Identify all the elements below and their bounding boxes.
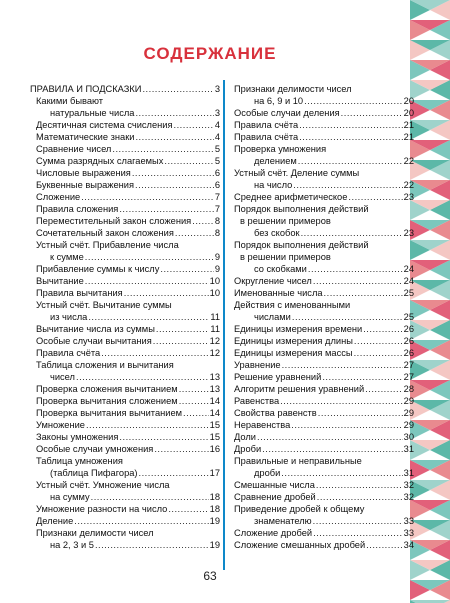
toc-entry-page: 6 <box>214 180 220 190</box>
dot-leader <box>174 119 214 131</box>
dot-leader <box>95 539 209 551</box>
toc-entry <box>234 359 414 371</box>
toc-entry-page: 7 <box>214 204 220 214</box>
toc-entry-title: Единицы измерения длины <box>234 336 353 346</box>
toc-entry-page: 27 <box>403 360 414 370</box>
dot-leader <box>179 395 209 407</box>
dot-leader <box>154 443 208 455</box>
dot-leader <box>183 407 209 419</box>
toc-entry <box>234 131 414 143</box>
toc-entry <box>234 503 414 515</box>
toc-entry-title: ПРАВИЛА И ПОДСКАЗКИ <box>30 84 142 94</box>
toc-entry-title: Проверка умножения <box>234 144 327 154</box>
toc-entry <box>234 467 414 479</box>
toc-entry-title: Умножение разности на число <box>36 504 168 514</box>
toc-entry-title: (таблица Пифагора) <box>50 468 138 478</box>
toc-entry <box>234 215 414 227</box>
toc-entry-title: Устный счёт. Деление суммы <box>234 168 360 178</box>
dot-leader <box>301 227 403 239</box>
dot-leader <box>119 431 208 443</box>
toc-entry-title: Единицы измерения массы <box>234 348 353 358</box>
toc-entry-title: Законы умножения <box>36 432 119 442</box>
toc-entry-title: Сложение <box>36 192 81 202</box>
toc-entry-title: из числа <box>50 312 88 322</box>
toc-entry <box>234 311 414 323</box>
toc-entry-title: Смешанные числа <box>234 480 315 490</box>
dot-leader <box>324 287 403 299</box>
dot-leader <box>281 467 402 479</box>
toc-entry-page: 15 <box>209 432 220 442</box>
toc-entry <box>30 167 220 179</box>
dot-leader <box>354 347 403 359</box>
toc-entry-title: Числовые выражения <box>36 168 131 178</box>
toc-entry <box>234 395 414 407</box>
dot-leader <box>81 191 214 203</box>
toc-entry-page: 4 <box>214 120 220 130</box>
toc-entry <box>30 239 220 251</box>
toc-entry <box>30 527 220 539</box>
dot-leader <box>262 443 403 455</box>
dot-leader <box>365 383 403 395</box>
toc-entry <box>30 491 220 503</box>
toc-entry-title: Сравнение чисел <box>36 144 112 154</box>
dot-leader <box>280 395 403 407</box>
toc-entry-title: Переместительный закон сложения <box>36 216 192 226</box>
toc-entry-page: 22 <box>403 156 414 166</box>
toc-entry <box>234 407 414 419</box>
toc-entry-title: на сумму <box>50 492 90 502</box>
toc-entry-title: Сравнение дробей <box>234 492 316 502</box>
dot-leader <box>322 371 402 383</box>
toc-entry-title: в решении примеров <box>240 216 331 226</box>
toc-entry <box>30 119 220 131</box>
toc-entry <box>234 539 414 551</box>
toc-entry <box>30 155 220 167</box>
toc-entry-page: 14 <box>209 408 220 418</box>
toc-entry-title: Правильные и неправильные <box>234 456 362 466</box>
toc-entry-title: Математические знаки <box>36 132 135 142</box>
toc-entry-title: Умножение <box>36 420 85 430</box>
toc-entry <box>30 455 220 467</box>
contents-title: СОДЕРЖАНИЕ <box>143 44 277 63</box>
toc-entry <box>234 431 414 443</box>
toc-entry-title: со скобками <box>254 264 307 274</box>
toc-entry-page: 32 <box>403 480 414 490</box>
dot-leader <box>313 275 403 287</box>
dot-leader <box>291 419 402 431</box>
toc-entry <box>30 263 220 275</box>
dot-leader <box>179 383 209 395</box>
toc-entry <box>234 443 414 455</box>
toc-entry-page: 6 <box>214 168 220 178</box>
dot-leader <box>139 467 209 479</box>
toc-entry-title: Единицы измерения времени <box>234 324 363 334</box>
toc-entry-title: Свойства равенств <box>234 408 317 418</box>
toc-entry-page: 26 <box>403 348 414 358</box>
dot-leader <box>298 155 403 167</box>
toc-entry-title: Правила счёта <box>234 132 299 142</box>
toc-entry <box>234 239 414 251</box>
toc-entry <box>30 479 220 491</box>
dot-leader <box>153 335 209 347</box>
toc-entry-page: 24 <box>403 276 414 286</box>
toc-entry-title: Сочетательный закон сложения <box>36 228 174 238</box>
toc-entry-page: 10 <box>209 288 220 298</box>
toc-entry-title: Правила счёта <box>36 348 101 358</box>
toc-entry <box>30 95 220 107</box>
toc-entry-page: 29 <box>403 408 414 418</box>
toc-entry-page: 15 <box>209 420 220 430</box>
toc-entry-title: Вычитание <box>36 276 84 286</box>
toc-entry-page: 25 <box>403 312 414 322</box>
toc-entry-page: 27 <box>403 372 414 382</box>
toc-entry <box>234 155 414 167</box>
toc-entry-title: Особые случаи умножения <box>36 444 154 454</box>
toc-entry-title: Сумма разрядных слагаемых <box>36 156 164 166</box>
toc-entry <box>234 263 414 275</box>
toc-entry <box>30 311 220 323</box>
toc-entry <box>234 299 414 311</box>
toc-entry-page: 13 <box>209 384 220 394</box>
toc-entry <box>30 383 220 395</box>
dot-leader <box>348 191 402 203</box>
toc-entry-page: 28 <box>403 384 414 394</box>
dot-leader <box>299 119 402 131</box>
toc-entry-title: Прибавление суммы к числу <box>36 264 160 274</box>
dot-leader <box>168 503 208 515</box>
contents-left-column <box>30 83 220 551</box>
dot-leader <box>354 335 403 347</box>
dot-leader <box>292 311 403 323</box>
toc-entry-page: 8 <box>214 216 220 226</box>
toc-entry-title: Проверка вычитания вычитанием <box>36 408 183 418</box>
toc-entry-title: Именованные числа <box>234 288 323 298</box>
toc-entry-title: Особые случаи деления <box>234 108 340 118</box>
toc-entry <box>30 395 220 407</box>
toc-entry-page: 9 <box>214 252 220 262</box>
toc-entry-title: Сложение смешанных дробей <box>234 540 366 550</box>
toc-entry-page: 12 <box>209 336 220 346</box>
toc-entry <box>30 191 220 203</box>
toc-entry-title: Неравенства <box>234 420 291 430</box>
toc-entry <box>234 83 414 95</box>
toc-entry <box>30 215 220 227</box>
toc-entry-title: Какими бывают <box>36 96 104 106</box>
toc-entry-title: Таблица умножения <box>36 456 123 466</box>
toc-entry-page: 33 <box>403 528 414 538</box>
toc-entry-title: Приведение дробей к общему <box>234 504 365 514</box>
toc-entry-title: Среднее арифметическое <box>234 192 348 202</box>
toc-entry-page: 30 <box>403 432 414 442</box>
toc-entry <box>234 455 414 467</box>
dot-leader <box>308 263 403 275</box>
toc-entry-page: 8 <box>214 228 220 238</box>
toc-entry-title: Устный счёт. Умножение числа <box>36 480 170 490</box>
toc-entry-page: 23 <box>403 228 414 238</box>
toc-entry-page: 21 <box>403 120 414 130</box>
toc-entry <box>234 491 414 503</box>
toc-entry-page: 33 <box>403 516 414 526</box>
toc-entry-page: 19 <box>209 540 220 550</box>
toc-entry-title: Равенства <box>234 396 280 406</box>
toc-entry-title: Устный счёт. Прибавление числа <box>36 240 179 250</box>
toc-entry <box>234 227 414 239</box>
toc-entry-title: чисел <box>50 372 75 382</box>
toc-entry-title: Порядок выполнения действий <box>234 204 369 214</box>
dot-leader <box>85 251 214 263</box>
toc-entry <box>234 167 414 179</box>
dot-leader <box>313 527 403 539</box>
toc-entry <box>234 527 414 539</box>
toc-entry <box>234 383 414 395</box>
column-divider <box>223 80 225 570</box>
page-number: 63 <box>203 569 217 583</box>
dot-leader <box>316 479 403 491</box>
toc-entry <box>30 203 220 215</box>
toc-entry <box>30 131 220 143</box>
toc-entry-page: 17 <box>209 468 220 478</box>
toc-entry-title: натуральные числа <box>50 108 135 118</box>
toc-entry <box>234 515 414 527</box>
toc-entry <box>30 275 220 287</box>
toc-entry-title: Сложение дробей <box>234 528 313 538</box>
toc-entry <box>234 95 414 107</box>
toc-entry <box>30 335 220 347</box>
toc-entry <box>30 467 220 479</box>
toc-entry <box>234 371 414 383</box>
toc-entry <box>30 347 220 359</box>
toc-entry <box>30 503 220 515</box>
toc-entry-page: 29 <box>403 396 414 406</box>
toc-entry-title: дроби <box>254 468 281 478</box>
toc-entry-page: 10 <box>209 276 220 286</box>
toc-entry-title: на число <box>254 180 293 190</box>
toc-entry-page: 11 <box>210 324 220 334</box>
toc-entry-title: Доли <box>234 432 256 442</box>
toc-entry-title: без скобок <box>254 228 300 238</box>
toc-entry-title: Округление чисел <box>234 276 312 286</box>
toc-entry-page: 23 <box>403 192 414 202</box>
toc-entry-page: 7 <box>214 192 220 202</box>
toc-entry-title: Проверка сложения вычитанием <box>36 384 178 394</box>
dot-leader <box>88 311 209 323</box>
toc-entry-title: Решение уравнений <box>234 372 322 382</box>
toc-entry-title: Деление <box>36 516 74 526</box>
toc-entry-page: 26 <box>403 324 414 334</box>
decorative-triangle-border <box>410 0 450 603</box>
toc-entry-title: Буквенные выражения <box>36 180 135 190</box>
toc-entry <box>30 407 220 419</box>
toc-entry-page: 22 <box>403 180 414 190</box>
dot-leader <box>156 323 209 335</box>
dot-leader <box>74 515 208 527</box>
dot-leader <box>257 431 403 443</box>
toc-entry-page: 5 <box>214 156 220 166</box>
toc-entry-page: 31 <box>403 468 414 478</box>
dot-leader <box>341 107 403 119</box>
toc-entry <box>234 143 414 155</box>
toc-entry-page: 34 <box>403 540 414 550</box>
toc-entry-page: 18 <box>209 504 220 514</box>
dot-leader <box>119 203 213 215</box>
toc-entry-page: 3 <box>214 108 220 118</box>
toc-entry <box>234 419 414 431</box>
toc-entry-page: 20 <box>403 108 414 118</box>
toc-entry-page: 24 <box>403 264 414 274</box>
toc-entry <box>234 335 414 347</box>
toc-entry-page: 21 <box>403 132 414 142</box>
toc-entry <box>30 287 220 299</box>
toc-entry-title: Десятичная система счисления <box>36 120 173 130</box>
toc-entry-title: Порядок выполнения действий <box>234 240 369 250</box>
toc-entry-title: Правила счёта <box>234 120 299 130</box>
toc-entry-page: 3 <box>214 84 220 94</box>
toc-entry <box>30 179 220 191</box>
toc-entry-page: 29 <box>403 420 414 430</box>
dot-leader <box>175 227 214 239</box>
toc-entry-page: 11 <box>210 312 220 322</box>
toc-entry <box>30 323 220 335</box>
toc-entry-page: 12 <box>209 348 220 358</box>
dot-leader <box>101 347 208 359</box>
toc-entry-title: Вычитание числа из суммы <box>36 324 155 334</box>
dot-leader <box>164 155 213 167</box>
dot-leader <box>135 179 214 191</box>
dot-leader <box>135 107 213 119</box>
toc-entry-page: 14 <box>209 396 220 406</box>
toc-entry-title: к сумме <box>50 252 84 262</box>
toc-entry <box>234 479 414 491</box>
toc-entry <box>30 431 220 443</box>
toc-entry-page: 16 <box>209 444 220 454</box>
toc-entry <box>30 539 220 551</box>
dot-leader <box>313 515 403 527</box>
toc-entry-page: 25 <box>403 288 414 298</box>
dot-leader <box>124 287 209 299</box>
dot-leader <box>304 95 403 107</box>
toc-entry <box>30 299 220 311</box>
dot-leader <box>112 143 213 155</box>
contents-right-column <box>234 83 414 551</box>
toc-entry-page: 5 <box>214 144 220 154</box>
toc-entry-page: 20 <box>403 96 414 106</box>
toc-entry-title: знаменателю <box>254 516 312 526</box>
toc-entry-title: Уравнение <box>234 360 281 370</box>
toc-entry-title: Дроби <box>234 444 262 454</box>
dot-leader <box>192 215 214 227</box>
toc-entry-page: 4 <box>214 132 220 142</box>
toc-entry-page: 26 <box>403 336 414 346</box>
toc-entry-title: Признаки делимости чисел <box>36 528 154 538</box>
toc-entry-page: 31 <box>403 444 414 454</box>
toc-entry-page: 32 <box>403 492 414 502</box>
toc-entry-title: на 6, 9 и 10 <box>254 96 304 106</box>
toc-entry-page: 9 <box>214 264 220 274</box>
toc-entry <box>30 251 220 263</box>
toc-entry <box>234 191 414 203</box>
dot-leader <box>132 167 214 179</box>
toc-entry-title: Признаки делимости чисел <box>234 84 352 94</box>
toc-entry-page: 18 <box>209 492 220 502</box>
toc-entry <box>234 107 414 119</box>
dot-leader <box>86 419 209 431</box>
toc-entry <box>234 179 414 191</box>
toc-entry <box>234 323 414 335</box>
toc-entry-title: Проверка вычитания сложением <box>36 396 178 406</box>
dot-leader <box>363 323 402 335</box>
dot-leader <box>135 131 213 143</box>
dot-leader <box>282 359 403 371</box>
toc-entry-title: Правила сложения <box>36 204 119 214</box>
toc-entry <box>234 275 414 287</box>
dot-leader <box>160 263 213 275</box>
toc-entry-title: делением <box>254 156 297 166</box>
toc-entry <box>30 107 220 119</box>
toc-entry-title: Таблица сложения и вычитания <box>36 360 174 370</box>
toc-entry <box>30 515 220 527</box>
toc-entry-title: Правила вычитания <box>36 288 123 298</box>
toc-entry <box>30 371 220 383</box>
toc-entry-title: на 2, 3 и 5 <box>50 540 94 550</box>
toc-entry <box>30 419 220 431</box>
dot-leader <box>91 491 209 503</box>
dot-leader <box>142 83 213 95</box>
toc-entry <box>30 443 220 455</box>
toc-entry <box>234 347 414 359</box>
dot-leader <box>76 371 209 383</box>
toc-entry <box>234 119 414 131</box>
toc-entry-title: в решении примеров <box>240 252 331 262</box>
dot-leader <box>366 539 403 551</box>
toc-entry <box>30 83 220 95</box>
dot-leader <box>293 179 402 191</box>
toc-entry-page: 19 <box>209 516 220 526</box>
dot-leader <box>318 407 403 419</box>
dot-leader <box>317 491 403 503</box>
toc-entry <box>30 359 220 371</box>
dot-leader <box>85 275 209 287</box>
toc-entry-title: Особые случаи вычитания <box>36 336 152 346</box>
toc-entry <box>30 143 220 155</box>
toc-entry-title: Устный счёт. Вычитание суммы <box>36 300 172 310</box>
toc-entry-title: Действия с именованными <box>234 300 351 310</box>
toc-entry <box>234 203 414 215</box>
dot-leader <box>299 131 402 143</box>
toc-entry-title: Алгоритм решения уравнений <box>234 384 365 394</box>
toc-entry <box>234 251 414 263</box>
toc-entry <box>234 287 414 299</box>
toc-entry-title: числами <box>254 312 291 322</box>
toc-entry-page: 13 <box>209 372 220 382</box>
toc-entry <box>30 227 220 239</box>
